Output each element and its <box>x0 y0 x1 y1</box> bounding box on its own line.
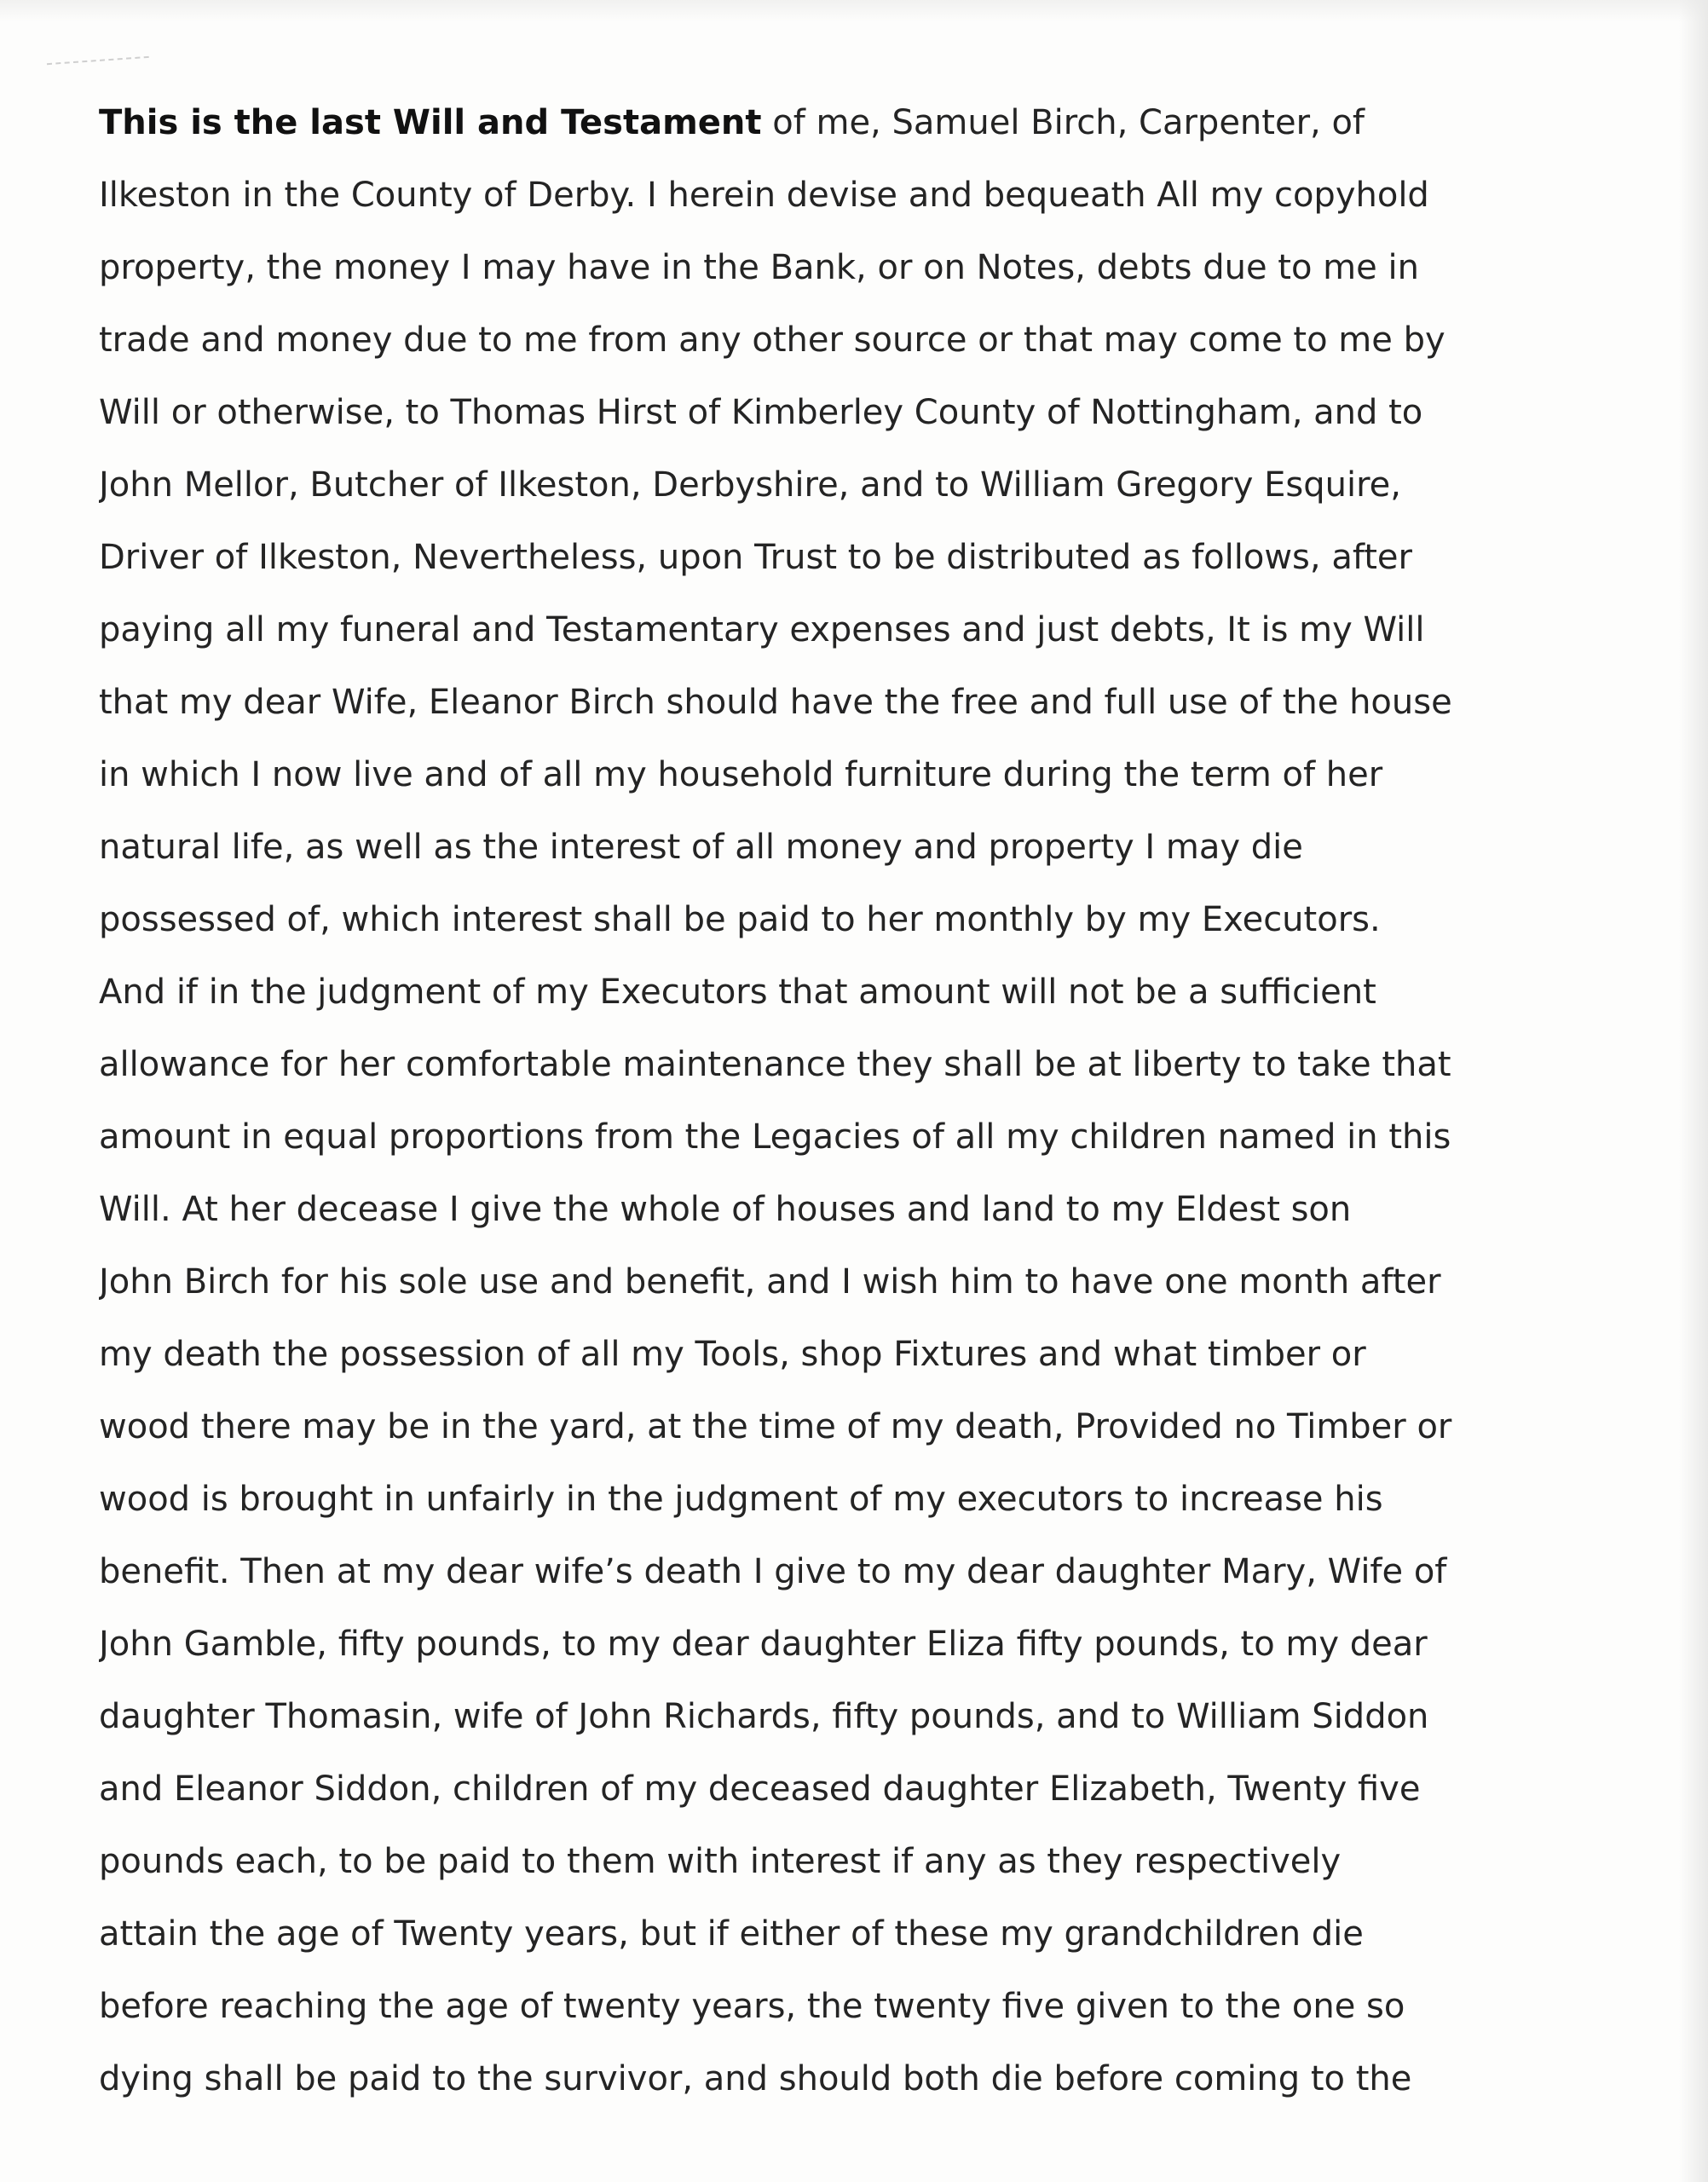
text-line <box>99 87 1624 159</box>
text-line: Ilkeston in the County of Derby. I herein devise and bequeath All my copyhold <box>99 176 1429 215</box>
text-line: benefit. Then at my dear wife’s death I give to my dear daughter Mary, Wife of <box>99 1552 1447 1591</box>
text-line: wood there may be in the yard, at the time of my death, Provided no Timber or <box>99 1407 1452 1446</box>
text-line: allowance for her comfortable maintenance they shall be at liberty to take that <box>99 1045 1451 1084</box>
text-line: attain the age of Twenty years, but if either of these my grandchildren die <box>99 1914 1364 1954</box>
text-line: paying all my funeral and Testamentary expenses and just debts, It is my Will <box>99 610 1425 649</box>
text-line: Driver of Ilkeston, Nevertheless, upon Trust to be distributed as follows, after <box>99 538 1412 577</box>
text-line: my death the possession of all my Tools, shop Fixtures and what timber or <box>99 1335 1366 1374</box>
scan-artifact-mark <box>47 56 149 68</box>
text-line: dying shall be paid to the survivor, and should both die before coming to the <box>99 2059 1412 2098</box>
text-line: in which I now live and of all my household furniture during the term of her <box>99 755 1383 794</box>
text-line: natural life, as well as the interest of all money and property I may die <box>99 828 1303 867</box>
text-line: Will. At her decease I give the whole of houses and land to my Eldest son <box>99 1190 1352 1229</box>
opening-clause: of me, Samuel Birch, Carpenter, of <box>761 103 1365 142</box>
text-line: John Birch for his sole use and benefit, and I wish him to have one month after <box>99 1262 1441 1302</box>
text-line: possessed of, which interest shall be paid to her monthly by my Executors. <box>99 900 1381 939</box>
text-line: trade and money due to me from any other source or that may come to me by <box>99 320 1445 360</box>
text-line: And if in the judgment of my Executors that amount will not be a sufficient <box>99 973 1376 1012</box>
text-line: amount in equal proportions from the Legacies of all my children named in this <box>99 1117 1451 1157</box>
will-text-body <box>99 87 1624 2116</box>
text-line: wood is brought in unfairly in the judgment of my executors to increase his <box>99 1480 1383 1519</box>
text-line: that my dear Wife, Eleanor Birch should have the free and full use of the house <box>99 683 1452 722</box>
text-line: Will or otherwise, to Thomas Hirst of Kimberley County of Nottingham, and to <box>99 393 1423 432</box>
text-line: before reaching the age of twenty years, the twenty five given to the one so <box>99 1987 1405 2026</box>
text-line: John Gamble, fifty pounds, to my dear daughter Eliza fifty pounds, to my dear <box>99 1625 1428 1664</box>
text-line: property, the money I may have in the Bank, or on Notes, debts due to me in <box>99 248 1419 287</box>
text-line: John Mellor, Butcher of Ilkeston, Derbyshire, and to William Gregory Esquire, <box>99 465 1401 505</box>
text-line: and Eleanor Siddon, children of my deceased daughter Elizabeth, Twenty five <box>99 1769 1421 1809</box>
text-line: pounds each, to be paid to them with interest if any as they respectively <box>99 1842 1342 1881</box>
scan-shadow-top <box>0 0 1708 22</box>
text-line: daughter Thomasin, wife of John Richards, fifty pounds, and to William Siddon <box>99 1697 1429 1736</box>
will-title-phrase: This is the last Will and Testament <box>99 103 762 142</box>
scan-shadow-right <box>1679 0 1708 2182</box>
